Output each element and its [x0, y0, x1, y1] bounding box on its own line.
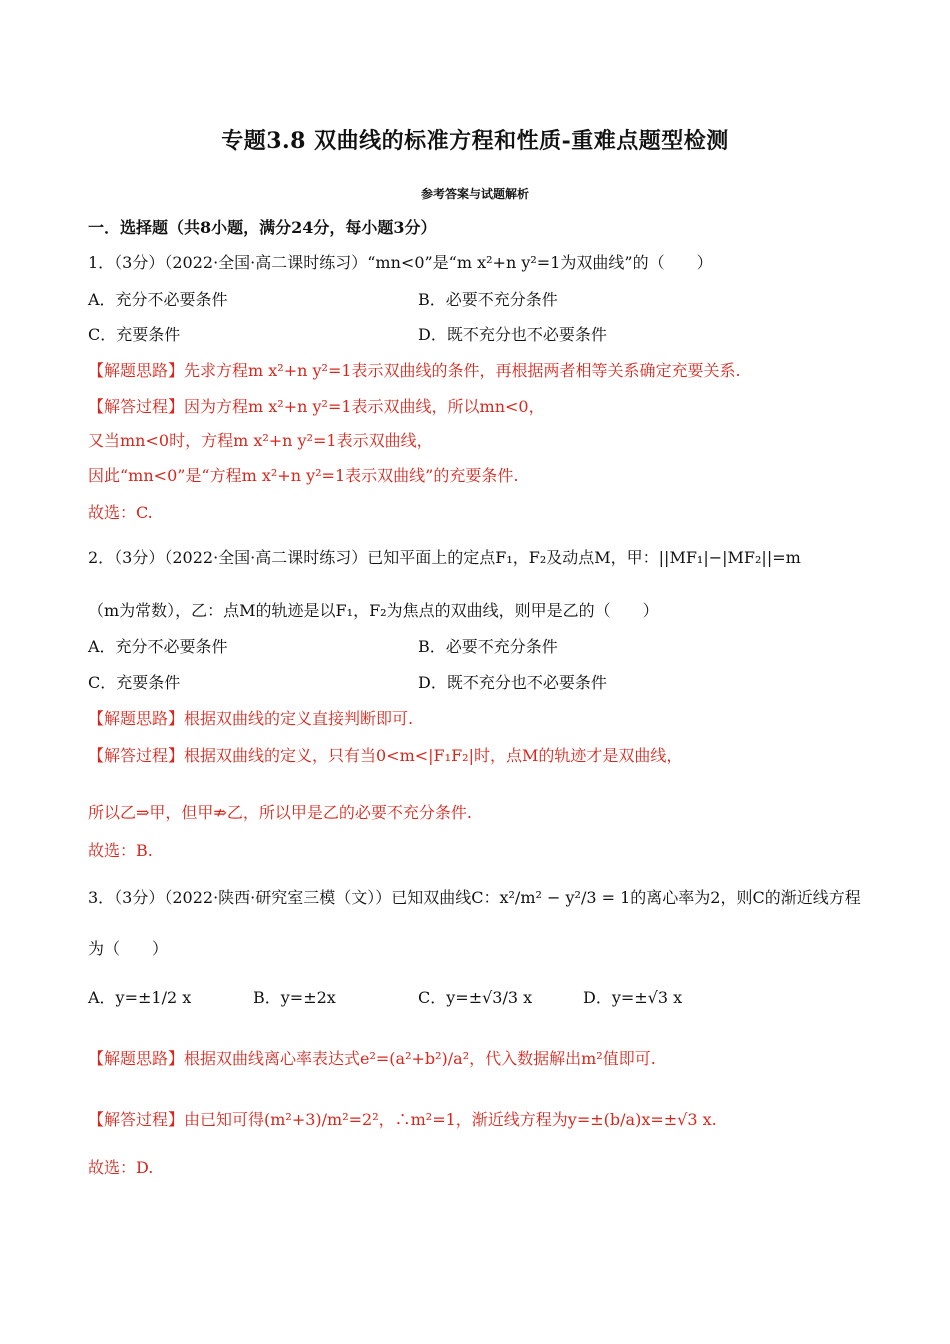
q1-option-a: A．充分不必要条件 [88, 290, 228, 309]
q2-option-b: B．必要不充分条件 [418, 637, 558, 656]
q1-process-1: 【解答过程】因为方程m x²+n y²=1表示双曲线，所以mn<0， [88, 397, 545, 416]
q2-process-2: 所以乙⇒甲，但甲⇏乙，所以甲是乙的必要不充分条件. [88, 803, 472, 822]
q1-process-3: 因此“mn<0”是“方程m x²+n y²=1表示双曲线”的充要条件. [88, 466, 519, 485]
q1-idea: 【解题思路】先求方程m x²+n y²=1表示双曲线的条件，再根据两者相等关系确定充要关系. [88, 361, 741, 380]
q2-stem-line-2: （m为常数），乙：点M的轨迹是以F₁，F₂为焦点的双曲线，则甲是乙的（ ） [88, 601, 659, 620]
q1-option-c: C．充要条件 [88, 325, 181, 344]
q3-option-d: D．y=±√3 x [583, 988, 683, 1007]
q3-answer: 故选：D. [88, 1158, 154, 1177]
page-title: 专题3.8 双曲线的标准方程和性质-重难点题型检测 [221, 128, 729, 154]
q3-option-a: A．y=±1/2 x [88, 988, 192, 1007]
q3-idea: 【解题思路】根据双曲线离心率表达式e²=(a²+b²)/a²，代入数据解出m²值即可. [88, 1049, 656, 1068]
q3-stem-line-1: 3．（3分）（2022·陕西·研究室三模（文））已知双曲线C：x²/m² − y²/3 = 1的离心率为2，则C的渐近线方程 [88, 888, 861, 907]
q3-process: 【解答过程】由已知可得(m²+3)/m²=2²，∴m²=1，渐近线方程为y=±(b/a)x=±√3 x. [88, 1110, 717, 1129]
q1-option-d: D．既不充分也不必要条件 [418, 325, 607, 344]
q1-stem: 1．（3分）（2022·全国·高二课时练习）“mn<0”是“m x²+n y²=1为双曲线”的（ ） [88, 253, 713, 272]
page-subtitle: 参考答案与试题解析 [420, 187, 529, 201]
q2-idea: 【解题思路】根据双曲线的定义直接判断即可. [88, 709, 414, 728]
q3-option-b: B．y=±2x [253, 988, 336, 1007]
q2-stem-line-1: 2．（3分）（2022·全国·高二课时练习）已知平面上的定点F₁，F₂及动点M，甲：||MF₁|−|MF₂||=m [88, 548, 801, 567]
q1-option-b: B．必要不充分条件 [418, 290, 558, 309]
q3-option-c: C．y=±√3/3 x [418, 988, 533, 1007]
q2-process-1: 【解答过程】根据双曲线的定义，只有当0<m<|F₁F₂|时，点M的轨迹才是双曲线， [88, 746, 683, 765]
q3-stem-line-2: 为（ ） [88, 939, 169, 958]
q2-option-a: A．充分不必要条件 [88, 637, 228, 656]
q1-answer: 故选：C. [88, 503, 153, 522]
q2-option-d: D．既不充分也不必要条件 [418, 673, 607, 692]
section-heading: 一．选择题（共8小题，满分24分，每小题3分） [88, 218, 437, 237]
q2-option-c: C．充要条件 [88, 673, 181, 692]
q2-answer: 故选：B. [88, 841, 153, 860]
q1-process-2: 又当mn<0时，方程m x²+n y²=1表示双曲线， [88, 431, 433, 450]
